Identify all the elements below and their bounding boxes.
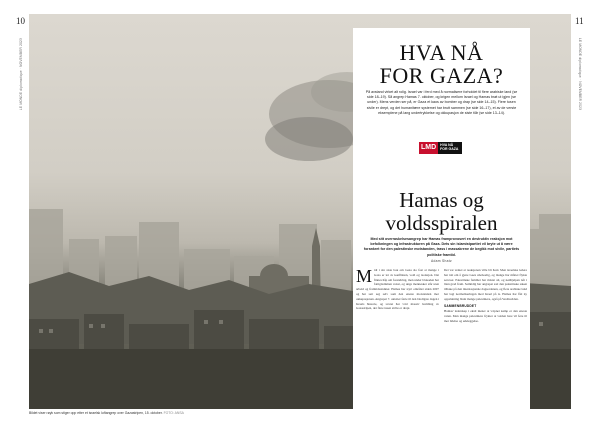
text-panel bbox=[353, 28, 530, 409]
lmd-logo-mark: LMD bbox=[419, 142, 438, 154]
article-headline-line2: voldsspiralen bbox=[385, 211, 498, 235]
article-subhead: SAMMENBRUDDET bbox=[444, 303, 477, 308]
running-head-left: LE MONDE diplomatique · NOVEMBER 2023 bbox=[19, 38, 23, 111]
article-column-2-text: Det var ventet at reaksjonen ville bli hard. Men israelske ledere har talt om å gjøre Gaza ubeboelig, og mange har måttet flykte sørover. Palestinske familier har mistet alt, og nødhjelpen når i liten grad fram. Samtidig har angrepet satt den palestinske saken tilbake på den internasjonale dagsordenen, og flere arabiske land har lagt normaliseringen med Israel på is. Hamas har fått ny oppslutning blant mange palestinere, også på Vestbredden. bbox=[444, 268, 527, 301]
photo-caption-text: Bildet viser røyk som stiger opp etter et israelsk luftangrep over Gazastripen, 15. oktober. bbox=[29, 411, 163, 415]
article-column-1-text: idt i sin siste bok om Gaza slo fast at mange i Gaza er lei av konflikten, vold og isolasjon. Det finnes håp om forandring, men under blokaden har fattigdommen vokst, og unge mennesker står uten arbeid og framtidsutsikter. Hamas har styrt området siden 2007 og har sett seg selv som den eneste motstanden mot okkupasjonen. Angrepet 7. oktober førte til den blodigste dagen i Israels historie, og svaret har vært massiv bombing av Gazastripen, der flere tusen sivile er drept. bbox=[356, 268, 439, 311]
article-byline: Adam Shatz bbox=[431, 259, 452, 263]
feature-headline-line2: FOR GAZA? bbox=[379, 63, 504, 88]
article-column-1 bbox=[356, 268, 439, 406]
photo-credit: FOTO: ANSA bbox=[163, 411, 184, 415]
article-column-2-end: Hamas' lederskap i eksil mener at væpnet kamp er den eneste veien. Men mange palestinere frykter at volden bare vil føre til mer lidelse og ødeleggelse. bbox=[444, 309, 527, 323]
running-head-right: LE MONDE diplomatique · NOVEMBER 2023 bbox=[578, 38, 582, 111]
article-column-2 bbox=[444, 268, 527, 406]
article-headline-line1: Hamas og bbox=[399, 188, 484, 212]
article-body bbox=[356, 268, 527, 406]
article-standfirst: Med sitt overraskelsesangrep har Hamas framprovosert en destruktiv reaksjon mot befolkningen og infrastrukturen på Gaza. Dets sin islamistpartiet vil bryte ut å være forankret for den palestinske motstanden, trass i massakrene de begikk mot sivile, partiets politiske framtid. bbox=[363, 237, 520, 257]
feature-headline-line1: HVA NÅ bbox=[399, 40, 484, 65]
page-number-right: 11 bbox=[575, 16, 584, 26]
lmd-logo-text: HVA NÅ FOR GAZA bbox=[438, 142, 462, 154]
smoke-plume-lower bbox=[265, 117, 353, 161]
page-number-left: 10 bbox=[16, 16, 25, 26]
dropcap: M bbox=[356, 268, 373, 286]
feature-intro: På avstand virket alt rolig. Israel var i ferd med å normalisere forholdet til flere arabiske land (se side 18–19). Så angrep Hamas 7. oktober, og krigen mellom Israel og Hamas brøt ut igjen (se under). Mens verden ser på, er Gaza et kaos av bomber og drap (se side 14–15). Flere tusen sivile er drept, og det humanitære systemet har brutt sammen (se side 16–17), et av de verste eksemplene på lang undertrykkelse og okkupasjon de siste tiår (se side 13–14). bbox=[365, 90, 518, 115]
photo-caption bbox=[29, 411, 389, 415]
lmd-logo bbox=[419, 142, 462, 154]
